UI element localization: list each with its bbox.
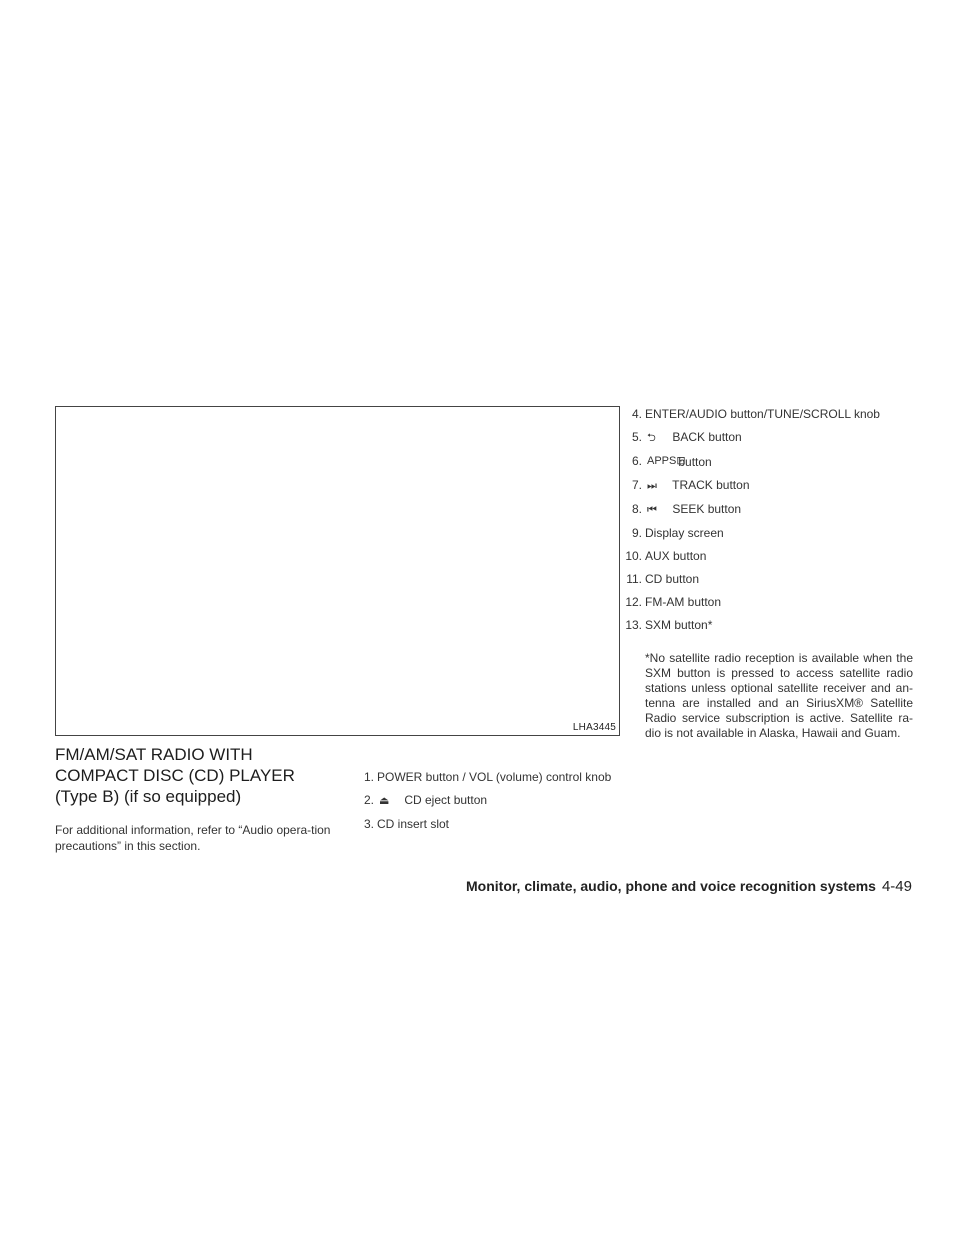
illustration-frame bbox=[55, 406, 620, 736]
seek-back-icon: ⏮ bbox=[647, 504, 657, 516]
list-item bbox=[352, 817, 620, 832]
item-text: button bbox=[678, 455, 712, 469]
item-number: 8. bbox=[631, 502, 642, 516]
satellite-note: *No satellite radio reception is available when the SXM button is pressed to access satellite radio stations unless optional satellite receiver and an-tenna are installed and an SiriusXM® Satellite Radio service subscription is active. Satellite ra-dio is not available in Alaska, Hawaii and Guam. bbox=[645, 651, 913, 740]
item-text: POWER button / VOL (volume) control knob bbox=[377, 770, 612, 784]
item-text: AUX button bbox=[645, 549, 707, 563]
eject-icon: ⏏ bbox=[379, 795, 390, 807]
item-number: 9. bbox=[631, 526, 642, 540]
control-list-right bbox=[620, 407, 913, 641]
item-text: CD insert slot bbox=[377, 817, 450, 831]
item-text: SXM button* bbox=[645, 618, 713, 632]
item-number: 3. bbox=[363, 817, 374, 831]
chapter-title: Monitor, climate, audio, phone and voice recognition systems bbox=[466, 878, 876, 894]
item-number: 10. bbox=[625, 549, 642, 563]
list-item bbox=[620, 572, 913, 587]
item-number: 7. bbox=[631, 478, 642, 492]
list-item bbox=[352, 793, 620, 809]
item-text: Display screen bbox=[645, 526, 724, 540]
list-item bbox=[352, 770, 620, 785]
item-number: 4. bbox=[631, 407, 642, 421]
page-footer bbox=[466, 878, 912, 895]
back-arrow-icon: ⮌ bbox=[647, 432, 656, 444]
list-item bbox=[620, 526, 913, 541]
apps-icon: APPS⊡ bbox=[647, 455, 686, 467]
item-number: 2. bbox=[363, 793, 374, 807]
list-item bbox=[620, 502, 913, 518]
item-text: CD eject button bbox=[404, 793, 488, 807]
list-item bbox=[620, 454, 913, 470]
figure-code: LHA3445 bbox=[572, 722, 616, 733]
item-text: BACK button bbox=[672, 430, 742, 444]
item-text: TRACK button bbox=[672, 478, 750, 492]
intro-paragraph: For additional information, refer to “Audio opera-tion precautions” in this section. bbox=[55, 823, 331, 853]
item-text: CD button bbox=[645, 572, 700, 586]
item-text: ENTER/AUDIO button/TUNE/SCROLL knob bbox=[645, 407, 880, 421]
page-number: 4-49 bbox=[881, 878, 912, 895]
list-item bbox=[620, 430, 913, 446]
control-list-mid bbox=[352, 770, 620, 840]
item-number: 1. bbox=[363, 770, 374, 784]
list-item bbox=[620, 478, 913, 494]
item-text: SEEK button bbox=[672, 502, 742, 516]
list-item bbox=[620, 595, 913, 610]
item-number: 13. bbox=[625, 618, 642, 632]
list-item bbox=[620, 549, 913, 564]
item-text: FM-AM button bbox=[645, 595, 722, 609]
list-item bbox=[620, 407, 913, 422]
item-number: 5. bbox=[631, 430, 642, 444]
list-item bbox=[620, 618, 913, 633]
item-number: 12. bbox=[625, 595, 642, 609]
section-heading: FM/AM/SAT RADIO WITH COMPACT DISC (CD) PLAYER (Type B) (if so equipped) bbox=[55, 745, 295, 806]
track-forward-icon: ⏭ bbox=[647, 480, 657, 492]
item-number: 6. bbox=[631, 454, 642, 468]
item-number: 11. bbox=[626, 572, 642, 586]
